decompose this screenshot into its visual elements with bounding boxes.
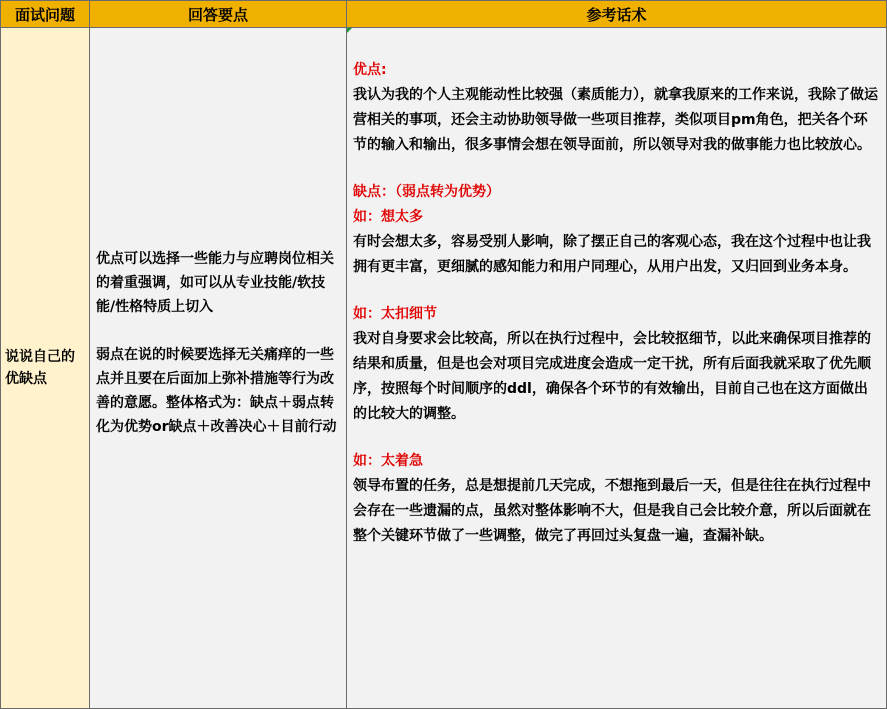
key-point-strengths: 优点可以选择一些能力与应聘岗位相关的着重强调，如可以从专业技能/软技能/性格特质上切入 [96,251,334,315]
header-key-points [90,0,347,28]
weakness-title: 缺点：（弱点转为优势） [353,184,500,200]
question-cell[interactable] [0,28,90,709]
strengths-body: 我认为我的个人主观能动性比较强（素质能力），就拿我原来的工作来说，我除了做运营相关的事项，还会主动协助领导做一些项目推荐，类似项目pm角色，把关各个环节的输入和输出，很多事情会想在领导面前，所以领导对我的做事能力也比较放心。 [353,87,878,153]
example-title: 如：太扣细节 [353,306,437,322]
header-question-label: 面试问题 [14,5,75,24]
key-point-weaknesses: 弱点在说的时候要选择无关痛痒的一些点并且要在后面加上弥补措施等行为改善的意愿。整体格式为：缺点＋弱点转化为优势or缺点＋改善决心＋目前行动 [96,347,337,435]
example-body: 领导布置的任务，总是想提前几天完成，不想拖到最后一天，但是往往在执行过程中会存在一些遗漏的点，虽然对整体影响不大，但是我自己会比较介意，所以后面就在整个关键环节做了一些调整，做完了再回过头复盘一遍，查漏补缺。 [353,478,871,544]
header-key-points-label: 回答要点 [187,5,248,24]
example-body: 有时会想太多，容易受别人影响，除了摆正自己的客观心态，我在这个过程中也让我拥有更丰富，更细腻的感知能力和用户同理心，从用户出发，又归回到业务本身。 [353,234,871,275]
script-strengths [353,58,880,158]
script-cell[interactable] [347,28,887,709]
key-points-cell[interactable] [90,28,347,709]
header-script [347,0,887,28]
question-text: 说说自己的优缺点 [5,349,75,387]
example-title: 如：想太多 [353,209,423,225]
script-weakness-2 [353,302,880,427]
cell-comment-marker-icon [347,28,352,33]
script-weakness-1 [353,180,880,280]
header-question [0,0,90,28]
example-title: 如：太着急 [353,453,423,469]
script-weakness-3 [353,449,880,549]
strengths-title: 优点: [353,62,387,78]
example-body: 我对自身要求会比较高，所以在执行过程中，会比较抠细节，以此来确保项目推荐的结果和质量，但是也会对项目完成进度会造成一定干扰，所有后面我就采取了优先顺序，按照每个时间顺序的ddl，确保各个环节的有效输出，目前自己也在这方面做出的比较大的调整。 [353,331,871,422]
header-script-label: 参考话术 [586,5,647,24]
